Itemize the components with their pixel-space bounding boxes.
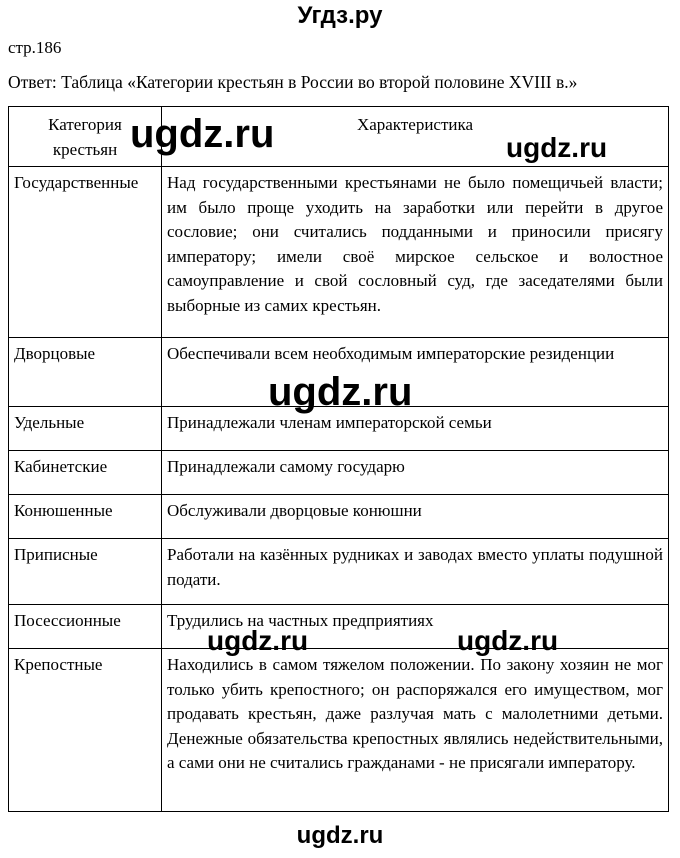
category-cell: Удельные: [9, 407, 162, 451]
description-cell: Принадлежали членам императорской семьи: [162, 407, 669, 451]
description-cell: Работали на казённых рудниках и заводах вместо уплаты подушной подати.: [162, 539, 669, 605]
description-cell: Принадлежали самому государю: [162, 451, 669, 495]
description-cell: Обеспечивали всем необходимым императорские резиденции: [162, 338, 669, 407]
header-category: Категория крестьян: [9, 107, 162, 167]
table-row: [9, 167, 669, 338]
category-cell: Государственные: [9, 167, 162, 338]
watermark: ugdz.ru: [268, 370, 413, 414]
watermark: ugdz.ru: [457, 625, 559, 656]
site-title: Угдз.ру: [297, 2, 383, 29]
category-cell: Посессионные: [9, 605, 162, 649]
answer-heading: Ответ: Таблица «Категории крестьян в России во второй половине XVIII в.»: [8, 72, 578, 92]
watermark: ugdz.ru: [207, 625, 309, 656]
category-cell: Конюшенные: [9, 495, 162, 539]
page-reference: стр.186: [8, 38, 62, 57]
footer-watermark: ugdz.ru: [296, 822, 384, 849]
category-cell: Приписные: [9, 539, 162, 605]
category-cell: Крепостные: [9, 649, 162, 812]
category-cell: Дворцовые: [9, 338, 162, 407]
watermark: ugdz.ru: [130, 112, 275, 156]
description-cell: Трудились на частных предприятиях: [162, 605, 669, 649]
table-row: [9, 451, 669, 495]
table-row: [9, 539, 669, 605]
description-cell: Над государственными крестьянами не было помещичьей власти; им было проще уходить на заработки или перейти в другое сословие; они считались подданными и приносили присягу императору; имели своё мирское сельское и волостное самоуправление и свой сословный суд, где заседателями были выборные из самих крестьян.: [162, 167, 669, 338]
watermark: ugdz.ru: [506, 132, 608, 163]
peasant-categories-table: [8, 106, 669, 812]
category-cell: Кабинетские: [9, 451, 162, 495]
table-row: [9, 649, 669, 812]
table-row: [9, 495, 669, 539]
description-cell: Обслуживали дворцовые конюшни: [162, 495, 669, 539]
description-cell: Находились в самом тяжелом положении. По закону хозяин не мог только убить крепостного; он распоряжался его имуществом, мог продавать крестьян, даже разлучая мать с малолетними детьми. Денежные обязательства крепостных являлись недействительными, а сами они не считались гражданами - не присягали императору.: [162, 649, 669, 812]
header-characteristic: Характеристика: [162, 107, 669, 167]
table-row: [9, 605, 669, 649]
